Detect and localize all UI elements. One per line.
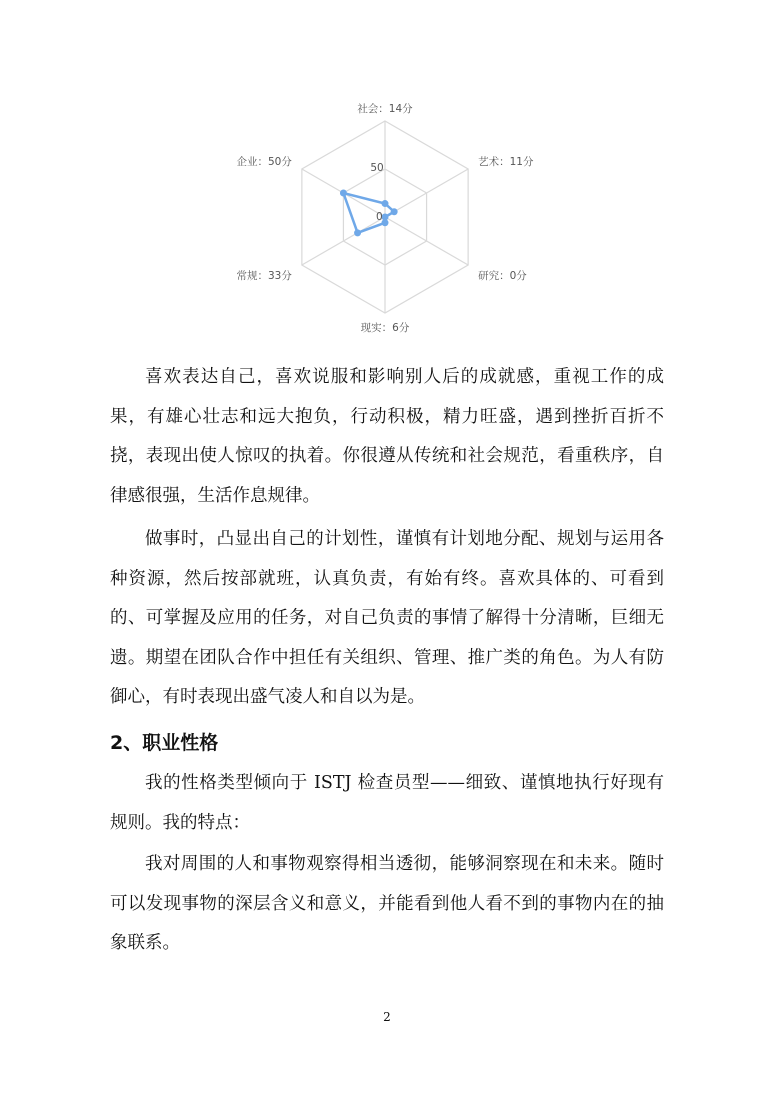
- section-heading: 2、职业性格: [110, 732, 219, 754]
- radar-axis-label: 艺术：11分: [478, 156, 534, 168]
- radar-axis-label: 现实：6分: [360, 322, 410, 334]
- paragraph-3: 我的性格类型倾向于 ISTJ 检查员型——细致、谨慎地执行好现有规则。我的特点：: [110, 773, 664, 833]
- radar-point: [340, 190, 347, 197]
- tick-label-50: 50: [370, 162, 384, 174]
- paragraph-1: 喜欢表达自己，喜欢说服和影响别人后的成就感，重视工作的成果，有雄心壮志和远大抱负，行动积极，精力旺盛，遇到挫折百折不挠，表现出使人惊叹的执着。你很遵从传统和社会规范，看重秩序，自律感很强，生活作息规律。: [110, 367, 664, 506]
- paragraph-4: 我对周围的人和事物观察得相当透彻，能够洞察现在和未来。随时可以发现事物的深层含义和意义，并能看到他人看不到的事物内在的抽象联系。: [110, 854, 664, 953]
- radar-axis-label: 常规：33分: [236, 270, 292, 282]
- radar-point: [354, 229, 361, 236]
- radar-axis-label: 社会：14分: [357, 103, 413, 115]
- radar-chart: [0, 0, 774, 350]
- radar-axis-label: 研究：0分: [478, 270, 527, 282]
- page-number: 2: [383, 1010, 391, 1024]
- paragraph-2: 做事时，凸显出自己的计划性，谨慎有计划地分配、规划与运用各种资源，然后按部就班，认真负责，有始有终。喜欢具体的、可看到的、可掌握及应用的任务，对自己负责的事情了解得十分清晰，巨细无遗。期望在团队合作中担任有关组织、管理、推广类的角色。为人有防御心，有时表现出盛气凌人和自以为是。: [110, 529, 664, 707]
- tick-label-0: 0: [376, 211, 383, 223]
- radar-point: [382, 200, 389, 207]
- radar-axis-label: 企业：50分: [236, 156, 292, 168]
- radar-point: [391, 208, 398, 215]
